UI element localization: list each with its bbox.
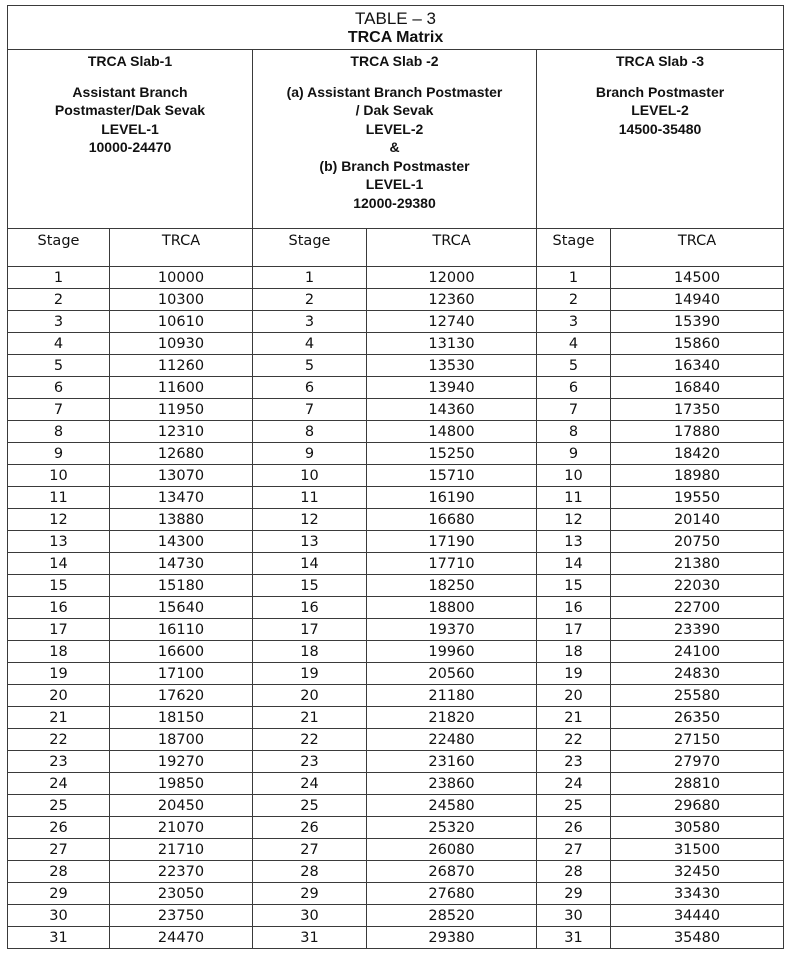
slab-name: TRCA Slab -2	[350, 53, 439, 69]
slab-1-trca-cell: 10000	[110, 267, 253, 289]
slab-3-trca-cell: 15860	[611, 333, 784, 355]
slab-3-trca-cell: 22030	[611, 575, 784, 597]
slab-1-trca-cell: 15640	[110, 597, 253, 619]
table-row	[8, 619, 784, 641]
column-header-row	[8, 229, 784, 267]
slab-1-trca-cell: 14730	[110, 553, 253, 575]
slab-2-trca-cell: 27680	[367, 883, 537, 905]
stage-cell: 9	[8, 443, 110, 465]
stage-cell: 20	[8, 685, 110, 707]
stage-cell: 14	[8, 553, 110, 575]
slab-1-trca-cell: 10610	[110, 311, 253, 333]
slab-2-trca-cell: 17710	[367, 553, 537, 575]
slab-3-trca-cell: 16840	[611, 377, 784, 399]
stage-cell: 11	[537, 487, 611, 509]
slab-1-trca-cell: 18700	[110, 729, 253, 751]
stage-cell: 21	[8, 707, 110, 729]
slab-1-trca-cell: 18150	[110, 707, 253, 729]
stage-cell: 28	[253, 861, 367, 883]
stage-cell: 13	[537, 531, 611, 553]
stage-cell: 12	[8, 509, 110, 531]
slab-2-trca-cell: 25320	[367, 817, 537, 839]
slab-2-trca-cell: 12740	[367, 311, 537, 333]
slab-3-trca-cell: 29680	[611, 795, 784, 817]
stage-cell: 11	[8, 487, 110, 509]
table-row	[8, 641, 784, 663]
slab-1-trca-cell: 10300	[110, 289, 253, 311]
stage-cell: 27	[253, 839, 367, 861]
table-row	[8, 861, 784, 883]
stage-cell: 17	[253, 619, 367, 641]
slab-3-trca-cell: 26350	[611, 707, 784, 729]
slab-line: &	[389, 139, 400, 155]
stage-cell: 29	[8, 883, 110, 905]
table-number: TABLE – 3	[355, 9, 436, 28]
stage-cell: 15	[537, 575, 611, 597]
stage-cell: 25	[253, 795, 367, 817]
stage-cell: 20	[253, 685, 367, 707]
slab-1-trca-cell: 24470	[110, 927, 253, 949]
slab-3-trca-cell: 33430	[611, 883, 784, 905]
stage-cell: 21	[253, 707, 367, 729]
slab-2-trca-cell: 18250	[367, 575, 537, 597]
slab-3-trca-cell: 16340	[611, 355, 784, 377]
stage-cell: 28	[537, 861, 611, 883]
stage-cell: 23	[8, 751, 110, 773]
slab-line: 10000-24470	[88, 139, 172, 155]
table-row	[8, 905, 784, 927]
stage-cell: 5	[253, 355, 367, 377]
table-row	[8, 377, 784, 399]
stage-cell: 2	[537, 289, 611, 311]
stage-cell: 5	[8, 355, 110, 377]
slab-1-trca-cell: 12310	[110, 421, 253, 443]
stage-cell: 15	[8, 575, 110, 597]
slab-1-trca-cell: 12680	[110, 443, 253, 465]
table-title	[8, 6, 784, 50]
slab-3-trca-cell: 24830	[611, 663, 784, 685]
slab-line: LEVEL-2	[365, 120, 424, 137]
table-row	[8, 267, 784, 289]
stage-cell: 18	[253, 641, 367, 663]
stage-cell: 12	[253, 509, 367, 531]
table-subtitle: TRCA Matrix	[347, 29, 444, 46]
slab-2-trca-cell: 12000	[367, 267, 537, 289]
stage-cell: 14	[537, 553, 611, 575]
table-row	[8, 443, 784, 465]
table-row	[8, 289, 784, 311]
table-row	[8, 465, 784, 487]
stage-cell: 30	[537, 905, 611, 927]
trca-matrix-table	[7, 5, 784, 949]
slab-1-trca-cell: 11260	[110, 355, 253, 377]
slab-1-trca-cell: 14300	[110, 531, 253, 553]
col-header-stage: Stage	[253, 229, 367, 267]
slab-2-trca-cell: 20560	[367, 663, 537, 685]
col-header-trca: TRCA	[367, 229, 537, 267]
slab-3-trca-cell: 32450	[611, 861, 784, 883]
slab-1-trca-cell: 23050	[110, 883, 253, 905]
table-row	[8, 751, 784, 773]
stage-cell: 1	[8, 267, 110, 289]
slab-line: LEVEL-1	[365, 176, 424, 192]
slab-2-trca-cell: 24580	[367, 795, 537, 817]
stage-cell: 10	[537, 465, 611, 487]
slab-3-trca-cell: 21380	[611, 553, 784, 575]
stage-cell: 8	[253, 421, 367, 443]
stage-cell: 16	[8, 597, 110, 619]
slab-2-trca-cell: 15710	[367, 465, 537, 487]
slab-line: Postmaster/Dak Sevak	[54, 102, 206, 118]
slab-line: (b) Branch Postmaster	[319, 157, 470, 174]
slab-1-trca-cell: 17620	[110, 685, 253, 707]
slab-1-trca-cell: 21710	[110, 839, 253, 861]
slab-1-trca-cell: 10930	[110, 333, 253, 355]
table-row	[8, 707, 784, 729]
stage-cell: 4	[537, 333, 611, 355]
slab-header-row	[8, 50, 784, 229]
stage-cell: 7	[253, 399, 367, 421]
stage-cell: 25	[8, 795, 110, 817]
slab-line: 14500-35480	[618, 120, 702, 137]
trca-matrix-document	[7, 5, 783, 949]
slab-3-trca-cell: 19550	[611, 487, 784, 509]
slab-2-trca-cell: 21820	[367, 707, 537, 729]
slab-3-trca-cell: 35480	[611, 927, 784, 949]
slab-3-trca-cell: 18980	[611, 465, 784, 487]
stage-cell: 11	[253, 487, 367, 509]
slab-1-trca-cell: 16110	[110, 619, 253, 641]
col-header-trca: TRCA	[611, 229, 784, 267]
slab-line: LEVEL-2	[631, 102, 689, 118]
col-header-stage: Stage	[537, 229, 611, 267]
stage-cell: 21	[537, 707, 611, 729]
stage-cell: 10	[253, 465, 367, 487]
stage-cell: 26	[253, 817, 367, 839]
slab-1-trca-cell: 13880	[110, 509, 253, 531]
stage-cell: 27	[8, 839, 110, 861]
stage-cell: 19	[253, 663, 367, 685]
table-row	[8, 839, 784, 861]
table-row	[8, 531, 784, 553]
slab-2-trca-cell: 18800	[367, 597, 537, 619]
slab-1-trca-cell: 13470	[110, 487, 253, 509]
slab-2-trca-cell: 22480	[367, 729, 537, 751]
stage-cell: 29	[537, 883, 611, 905]
stage-cell: 13	[253, 531, 367, 553]
slab-3-trca-cell: 30580	[611, 817, 784, 839]
stage-cell: 24	[8, 773, 110, 795]
stage-cell: 3	[537, 311, 611, 333]
slab-1-trca-cell: 11950	[110, 399, 253, 421]
slab-line: Assistant Branch	[72, 83, 188, 100]
slab-2-trca-cell: 13940	[367, 377, 537, 399]
slab-3-trca-cell: 22700	[611, 597, 784, 619]
stage-cell: 9	[537, 443, 611, 465]
slab-3-trca-cell: 20140	[611, 509, 784, 531]
stage-cell: 6	[8, 377, 110, 399]
table-row	[8, 685, 784, 707]
slab-1-trca-cell: 23750	[110, 905, 253, 927]
table-row	[8, 355, 784, 377]
slab-3-trca-cell: 17350	[611, 399, 784, 421]
stage-cell: 4	[253, 333, 367, 355]
stage-cell: 31	[8, 927, 110, 949]
slab-2-trca-cell: 15250	[367, 443, 537, 465]
slab-2-trca-cell: 26080	[367, 839, 537, 861]
slab-1-trca-cell: 22370	[110, 861, 253, 883]
stage-cell: 19	[8, 663, 110, 685]
slab-2-header	[253, 50, 537, 229]
stage-cell: 3	[253, 311, 367, 333]
stage-cell: 16	[537, 597, 611, 619]
stage-cell: 23	[253, 751, 367, 773]
stage-cell: 31	[537, 927, 611, 949]
stage-cell: 5	[537, 355, 611, 377]
stage-cell: 6	[253, 377, 367, 399]
slab-2-trca-cell: 19370	[367, 619, 537, 641]
stage-cell: 25	[537, 795, 611, 817]
stage-cell: 8	[8, 421, 110, 443]
slab-3-trca-cell: 25580	[611, 685, 784, 707]
slab-2-trca-cell: 17190	[367, 531, 537, 553]
table-row	[8, 333, 784, 355]
slab-3-trca-cell: 14940	[611, 289, 784, 311]
table-row	[8, 817, 784, 839]
slab-2-trca-cell: 16190	[367, 487, 537, 509]
slab-2-trca-cell: 23160	[367, 751, 537, 773]
slab-3-header	[537, 50, 784, 229]
slab-1-trca-cell: 13070	[110, 465, 253, 487]
stage-cell: 17	[8, 619, 110, 641]
stage-cell: 24	[537, 773, 611, 795]
stage-cell: 22	[253, 729, 367, 751]
stage-cell: 2	[253, 289, 367, 311]
stage-cell: 6	[537, 377, 611, 399]
slab-3-trca-cell: 14500	[611, 267, 784, 289]
slab-line: / Dak Sevak	[355, 102, 434, 118]
stage-cell: 9	[253, 443, 367, 465]
stage-cell: 18	[537, 641, 611, 663]
stage-cell: 18	[8, 641, 110, 663]
stage-cell: 24	[253, 773, 367, 795]
stage-cell: 10	[8, 465, 110, 487]
slab-2-trca-cell: 13130	[367, 333, 537, 355]
slab-3-trca-cell: 34440	[611, 905, 784, 927]
slab-1-trca-cell: 11600	[110, 377, 253, 399]
slab-2-trca-cell: 23860	[367, 773, 537, 795]
stage-cell: 22	[537, 729, 611, 751]
slab-1-trca-cell: 19850	[110, 773, 253, 795]
slab-3-trca-cell: 20750	[611, 531, 784, 553]
slab-3-trca-cell: 28810	[611, 773, 784, 795]
stage-cell: 28	[8, 861, 110, 883]
slab-3-trca-cell: 31500	[611, 839, 784, 861]
slab-1-trca-cell: 16600	[110, 641, 253, 663]
slab-2-trca-cell: 12360	[367, 289, 537, 311]
stage-cell: 26	[8, 817, 110, 839]
slab-3-trca-cell: 27970	[611, 751, 784, 773]
stage-cell: 7	[537, 399, 611, 421]
stage-cell: 30	[8, 905, 110, 927]
table-row	[8, 553, 784, 575]
table-row	[8, 795, 784, 817]
slab-2-trca-cell: 13530	[367, 355, 537, 377]
table-row	[8, 399, 784, 421]
slab-2-trca-cell: 14800	[367, 421, 537, 443]
table-row	[8, 597, 784, 619]
stage-cell: 15	[253, 575, 367, 597]
slab-line: Branch Postmaster	[595, 83, 725, 100]
table-row	[8, 729, 784, 751]
table-row	[8, 421, 784, 443]
stage-cell: 1	[537, 267, 611, 289]
stage-cell: 16	[253, 597, 367, 619]
stage-cell: 17	[537, 619, 611, 641]
slab-name: TRCA Slab -3	[615, 53, 705, 69]
slab-2-trca-cell: 28520	[367, 905, 537, 927]
stage-cell: 1	[253, 267, 367, 289]
table-row	[8, 311, 784, 333]
stage-cell: 13	[8, 531, 110, 553]
stage-cell: 19	[537, 663, 611, 685]
title-row	[8, 6, 784, 50]
slab-2-trca-cell: 19960	[367, 641, 537, 663]
stage-cell: 4	[8, 333, 110, 355]
slab-name: TRCA Slab-1	[87, 53, 173, 69]
slab-2-trca-cell: 16680	[367, 509, 537, 531]
stage-cell: 12	[537, 509, 611, 531]
slab-3-trca-cell: 27150	[611, 729, 784, 751]
table-row	[8, 509, 784, 531]
slab-1-trca-cell: 19270	[110, 751, 253, 773]
slab-1-trca-cell: 20450	[110, 795, 253, 817]
stage-cell: 22	[8, 729, 110, 751]
slab-3-trca-cell: 23390	[611, 619, 784, 641]
slab-2-trca-cell: 26870	[367, 861, 537, 883]
stage-cell: 30	[253, 905, 367, 927]
col-header-stage: Stage	[8, 229, 110, 267]
stage-cell: 20	[537, 685, 611, 707]
stage-cell: 14	[253, 553, 367, 575]
table-row	[8, 663, 784, 685]
stage-cell: 23	[537, 751, 611, 773]
slab-line: (a) Assistant Branch Postmaster	[286, 83, 503, 100]
slab-2-trca-cell: 21180	[367, 685, 537, 707]
table-row	[8, 575, 784, 597]
slab-3-trca-cell: 18420	[611, 443, 784, 465]
stage-cell: 29	[253, 883, 367, 905]
slab-1-trca-cell: 21070	[110, 817, 253, 839]
stage-cell: 26	[537, 817, 611, 839]
stage-cell: 7	[8, 399, 110, 421]
stage-cell: 8	[537, 421, 611, 443]
slab-3-trca-cell: 17880	[611, 421, 784, 443]
slab-line: LEVEL-1	[101, 120, 159, 137]
slab-line: 12000-29380	[353, 194, 436, 211]
slab-1-header	[8, 50, 253, 229]
slab-2-trca-cell: 29380	[367, 927, 537, 949]
slab-1-trca-cell: 15180	[110, 575, 253, 597]
stage-cell: 31	[253, 927, 367, 949]
slab-1-trca-cell: 17100	[110, 663, 253, 685]
col-header-trca: TRCA	[110, 229, 253, 267]
stage-cell: 27	[537, 839, 611, 861]
stage-cell: 2	[8, 289, 110, 311]
slab-2-trca-cell: 14360	[367, 399, 537, 421]
stage-cell: 3	[8, 311, 110, 333]
slab-3-trca-cell: 15390	[611, 311, 784, 333]
table-row	[8, 927, 784, 949]
table-row	[8, 487, 784, 509]
table-row	[8, 883, 784, 905]
slab-3-trca-cell: 24100	[611, 641, 784, 663]
table-row	[8, 773, 784, 795]
